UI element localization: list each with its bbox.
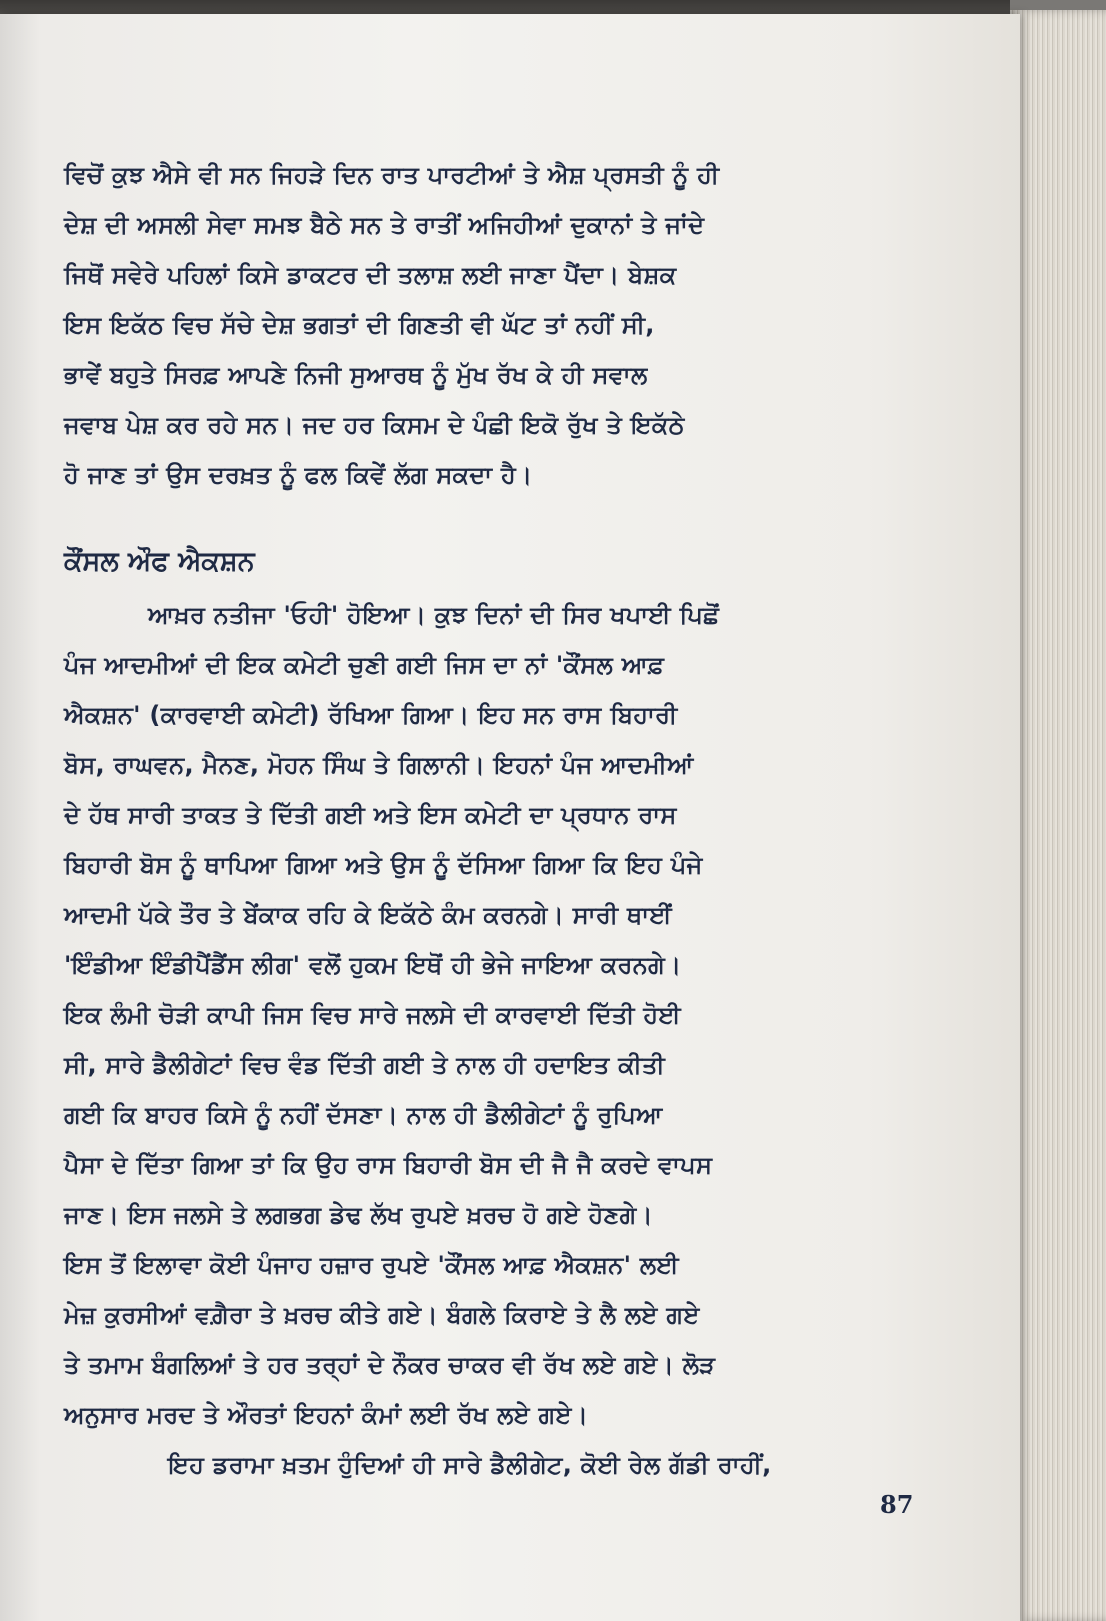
text-line: ਭਾਵੇਂ ਬਹੁਤੇ ਸਿਰਫ਼ ਆਪਣੇ ਨਿਜੀ ਸੁਆਰਥ ਨੂੰ ਮੁੱਖ ਰੱਖ ਕੇ ਹੀ ਸਵਾਲ [64,361,648,389]
text-line: ਅਨੁਸਾਰ ਮਰਦ ਤੇ ਔਰਤਾਂ ਇਹਨਾਂ ਕੰਮਾਂ ਲਈ ਰੱਖ ਲਏ ਗਏ। [64,1401,589,1429]
text-line: ਇਸ ਤੋਂ ਇਲਾਵਾ ਕੋਈ ਪੰਜਾਹ ਹਜ਼ਾਰ ਰੁਪਏ 'ਕੌਂਸਲ ਆਫ਼ ਐਕਸ਼ਨ' ਲਈ [64,1251,679,1279]
text-line: ਐਕਸ਼ਨ' (ਕਾਰਵਾਈ ਕਮੇਟੀ) ਰੱਖਿਆ ਗਿਆ। ਇਹ ਸਨ ਰਾਸ ਬਿਹਾਰੀ [64,701,678,729]
text-line: ਬਿਹਾਰੀ ਬੋਸ ਨੂੰ ਥਾਪਿਆ ਗਿਆ ਅਤੇ ਉਸ ਨੂੰ ਦੱਸਿਆ ਗਿਆ ਕਿ ਇਹ ਪੰਜੇ [64,851,703,879]
text-line: ਸੀ, ਸਾਰੇ ਡੈਲੀਗੇਟਾਂ ਵਿਚ ਵੰਡ ਦਿੱਤੀ ਗਈ ਤੇ ਨਾਲ ਹੀ ਹਦਾਇਤ ਕੀਤੀ [64,1051,666,1079]
text-line: ਪੈਸਾ ਦੇ ਦਿੱਤਾ ਗਿਆ ਤਾਂ ਕਿ ਉਹ ਰਾਸ ਬਿਹਾਰੀ ਬੋਸ ਦੀ ਜੈ ਜੈ ਕਰਦੇ ਵਾਪਸ [64,1151,713,1179]
page-gutter-shadow [0,14,40,1621]
text-line: ਜਵਾਬ ਪੇਸ਼ ਕਰ ਰਹੇ ਸਨ। ਜਦ ਹਰ ਕਿਸਮ ਦੇ ਪੰਛੀ ਇਕੋ ਰੁੱਖ ਤੇ ਇਕੱਠੇ [64,411,685,439]
section-heading: ਕੌਂਸਲ ਔਫ ਐਕਸ਼ਨ [64,546,255,577]
text-line: ਜਿਥੋਂ ਸਵੇਰੇ ਪਹਿਲਾਂ ਕਿਸੇ ਡਾਕਟਰ ਦੀ ਤਲਾਸ਼ ਲਈ ਜਾਣਾ ਪੈਂਦਾ। ਬੇਸ਼ਕ [64,261,677,289]
text-line: ਇਹ ਡਰਾਮਾ ਖ਼ਤਮ ਹੁੰਦਿਆਂ ਹੀ ਸਾਰੇ ਡੈਲੀਗੇਟ, ਕੋਈ ਰੇਲ ਗੱਡੀ ਰਾਹੀਂ, [168,1451,772,1479]
page-number: 87 [880,1490,914,1519]
text-line: ਜਾਣ। ਇਸ ਜਲਸੇ ਤੇ ਲਗਭਗ ਡੇਢ ਲੱਖ ਰੁਪਏ ਖ਼ਰਚ ਹੋ ਗਏ ਹੋਣਗੇ। [64,1201,653,1229]
text-line: ਆਖ਼ਰ ਨਤੀਜਾ 'ਓਹੀ' ਹੋਇਆ। ਕੁਝ ਦਿਨਾਂ ਦੀ ਸਿਰ ਖਪਾਈ ਪਿਛੋਂ [148,601,720,629]
text-line: ਪੰਜ ਆਦਮੀਆਂ ਦੀ ਇਕ ਕਮੇਟੀ ਚੁਣੀ ਗਈ ਜਿਸ ਦਾ ਨਾਂ 'ਕੌਂਸਲ ਆਫ਼ [64,651,665,679]
text-line: ਇਸ ਇਕੱਠ ਵਿਚ ਸੱਚੇ ਦੇਸ਼ ਭਗਤਾਂ ਦੀ ਗਿਣਤੀ ਵੀ ਘੱਟ ਤਾਂ ਨਹੀਂ ਸੀ, [64,311,655,339]
text-line: ਮੇਜ਼ ਕੁਰਸੀਆਂ ਵਗ਼ੈਰਾ ਤੇ ਖ਼ਰਚ ਕੀਤੇ ਗਏ। ਬੰਗਲੇ ਕਿਰਾਏ ਤੇ ਲੈ ਲਏ ਗਏ [64,1301,700,1329]
text-line: ਦੇਸ਼ ਦੀ ਅਸਲੀ ਸੇਵਾ ਸਮਝ ਬੈਠੇ ਸਨ ਤੇ ਰਾਤੀਂ ਅਜਿਹੀਆਂ ਦੁਕਾਨਾਂ ਤੇ ਜਾਂਦੇ [64,211,705,239]
text-line: ਬੋਸ, ਰਾਘਵਨ, ਮੈਨਣ, ਮੋਹਨ ਸਿੰਘ ਤੇ ਗਿਲਾਨੀ। ਇਹਨਾਂ ਪੰਜ ਆਦਮੀਆਂ [64,751,694,779]
page-text [64,150,904,1490]
text-line: ਤੇ ਤਮਾਮ ਬੰਗਲਿਆਂ ਤੇ ਹਰ ਤਰ੍ਹਾਂ ਦੇ ਨੌਕਰ ਚਾਕਰ ਵੀ ਰੱਖ ਲਏ ਗਏ। ਲੋੜ [64,1351,716,1379]
text-line: ਹੋ ਜਾਣ ਤਾਂ ਉਸ ਦਰਖ਼ਤ ਨੂੰ ਫਲ ਕਿਵੇਂ ਲੱਗ ਸਕਦਾ ਹੈ। [64,461,533,489]
text-line: ਦੇ ਹੱਥ ਸਾਰੀ ਤਾਕਤ ਤੇ ਦਿੱਤੀ ਗਈ ਅਤੇ ਇਸ ਕਮੇਟੀ ਦਾ ਪ੍ਰਧਾਨ ਰਾਸ [64,801,677,829]
text-line: ਵਿਚੋਂ ਕੁਝ ਐਸੇ ਵੀ ਸਨ ਜਿਹੜੇ ਦਿਨ ਰਾਤ ਪਾਰਟੀਆਂ ਤੇ ਐਸ਼ ਪ੍ਰਸਤੀ ਨੂੰ ਹੀ [64,161,720,189]
text-line: ਆਦਮੀ ਪੱਕੇ ਤੌਰ ਤੇ ਬੇਂਕਾਕ ਰਹਿ ਕੇ ਇਕੱਠੇ ਕੰਮ ਕਰਨਗੇ। ਸਾਰੀ ਥਾਈਂ [64,901,672,929]
text-line: ਗਈ ਕਿ ਬਾਹਰ ਕਿਸੇ ਨੂੰ ਨਹੀਂ ਦੱਸਣਾ। ਨਾਲ ਹੀ ਡੈਲੀਗੇਟਾਂ ਨੂੰ ਰੁਪਿਆ [64,1101,663,1129]
book-page-edges [1010,10,1106,1621]
text-line: ਇਕ ਲੰਮੀ ਚੋੜੀ ਕਾਪੀ ਜਿਸ ਵਿਚ ਸਾਰੇ ਜਲਸੇ ਦੀ ਕਾਰਵਾਈ ਦਿੱਤੀ ਹੋਈ [64,1001,681,1029]
text-line: 'ਇੰਡੀਆ ਇੰਡੀਪੈਂਡੈਂਸ ਲੀਗ' ਵਲੋਂ ਹੁਕਮ ਇਥੋਂ ਹੀ ਭੇਜੇ ਜਾਇਆ ਕਰਨਗੇ। [64,951,682,979]
